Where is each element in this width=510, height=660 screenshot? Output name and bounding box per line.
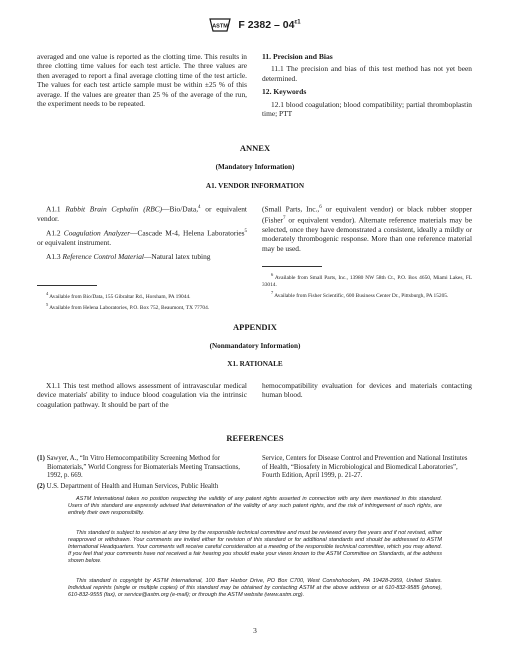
appendix-left-column xyxy=(37,381,247,409)
references-title: REFERENCES xyxy=(226,433,284,443)
annex-a13: A1.3 Reference Control Material—Natural latex tubing xyxy=(46,251,211,261)
appendix-section-title: X1. RATIONALE xyxy=(227,360,283,368)
appendix-subtitle: (Nonmandatory Information) xyxy=(209,342,301,350)
footnotes-left xyxy=(37,290,247,312)
reference-2-continued: Service, Centers for Disease Control and Prevention and National Institutes of Health, “Biosafety in Microbiological and Biomedical Laboratories”, Fourth Edition, April 1999, p. 21-27. xyxy=(262,455,468,480)
annex-right-column xyxy=(262,203,472,253)
copyright-notice: This standard is copyright by ASTM International, 100 Barr Harbor Drive, PO Box C700, West Conshohocken, PA 19428-2959, United States. Individual reprints (single or multiple copies) of this standard may be obtained by contacting ASTM at the above address or at 610-832-9585 (phone), 610-832-9555 (fax), or service@astm.org (e-mail); or through the ASTM website (www.astm.org). xyxy=(68,578,442,599)
keywords-heading: 12. Keywords xyxy=(262,87,307,97)
annex-section-title: A1. VENDOR INFORMATION xyxy=(205,182,305,190)
revision-notice: This standard is subject to revision at any time by the responsible technical committee and must be reviewed every five years and if not revised, either reapproved or withdrawn. Your comments are invited either for revision of this standard or for additional standards and should be addressed to ASTM International Headquarters. Your comments will receive careful consideration at a meeting of the responsible technical committee, which you may attend. If you feel that your comments have not received a fair hearing you should make your views known to the ASTM Committee on Standards, at the address shown below. xyxy=(68,530,442,565)
footnote-4: $^4$ Available from Bio/Data, 155 Gibraltar Rd., Horsham, PA 19044. xyxy=(46,291,191,300)
references-left xyxy=(37,455,247,491)
footnote-divider-right xyxy=(262,266,322,267)
annex-a12: A1.2 Coagulation Analyzer—Cascade M-4, Helena Laboratories$^5$ or equivalent instrument. xyxy=(37,228,248,248)
annex-title: ANNEX xyxy=(239,143,271,153)
reference-2: (2) U.S. Department of Health and Human Services, Public Health xyxy=(37,482,219,490)
footnote-6: $^6$ Available from Small Parts, Inc., 13980 NW 58th Ct., P.O. Box 4650, Miami Lakes, FL 33014. xyxy=(262,272,472,288)
document-header xyxy=(0,16,510,34)
annex-a11: A1.1 Rabbit Brain Cephalin (RBC)—Bio/Data,$^4$ or equivalent vendor. xyxy=(37,204,247,223)
patent-notice: ASTM International takes no position respecting the validity of any patent rights asserted in connection with any item mentioned in this standard. Users of this standard are expressly advised that determination of the validity of any such patent rights, and the risk of infringement of such rights, are entirely their own responsibility. xyxy=(68,496,442,517)
annex-a13-continued: (Small Parts, Inc.,$^6$ or equivalent vendor) or black rubber stopper (Fisher$^7$ or equivalent vendor). Alternate reference materials may be selected, once they have demonstrated a consistent, ideally a mildly or moderately thrombogenic response. More than one reference material may be used. xyxy=(262,204,472,253)
footnote-5: $^5$ Available from Helena Laboratories, P.O. Box 752, Beaumont, TX 77704. xyxy=(46,301,210,311)
precision-text: 11.1 The precision and bias of this test method has not yet been determined. xyxy=(262,64,472,83)
annex-subtitle: (Mandatory Information) xyxy=(215,163,295,171)
footnote-divider-left xyxy=(37,285,97,286)
standard-designation: F $2382 - 04^{\varepsilon 1}$ xyxy=(238,19,301,32)
appendix-x11-continued: hemocompatibility evaluation for devices and materials contacting human blood. xyxy=(262,381,472,400)
annex-left-column xyxy=(37,203,247,261)
appendix-title: APPENDIX xyxy=(233,322,277,332)
astm-logo-icon xyxy=(209,18,231,32)
footnotes-right xyxy=(262,271,472,300)
logo-text: ASTM xyxy=(212,23,229,30)
appendix-right-column xyxy=(262,381,472,400)
references-right xyxy=(262,455,472,481)
footnote-7: $^7$ Available from Fisher Scientific, 600 Business Center Dr., Pittsburgh, PA 15205. xyxy=(271,289,449,299)
clotting-time-paragraph: averaged and one value is reported as the clotting time. This results in three clotting time values for each test article. The three values are then averaged to report a final average clotting time of the test article. The values for each test article sample must be within ±25 % of this average. If the values are greater than 25 % of the average of the run, the experiment needs to be repeated. xyxy=(37,52,247,109)
precision-heading: 11. Precision and Bias xyxy=(262,52,333,61)
keywords-text: 12.1 blood coagulation; blood compatibility; partial thromboplastin time; PTT xyxy=(262,99,472,119)
page-number: 3 xyxy=(253,626,257,635)
reference-1: (1) Sawyer, A., “In Vitro Hemocompatibility Screening Method for Biomaterials,” World Congress for Biomaterials Meeting Transactions, 1992, p. 669. xyxy=(37,455,241,480)
precision-keywords-block xyxy=(262,52,472,118)
appendix-x11: X1.1 This test method allows assessment of intravascular medical device materials' ability to induce blood coagulation via the intrinsic coagulation pathway. It should be part of the xyxy=(37,381,247,409)
